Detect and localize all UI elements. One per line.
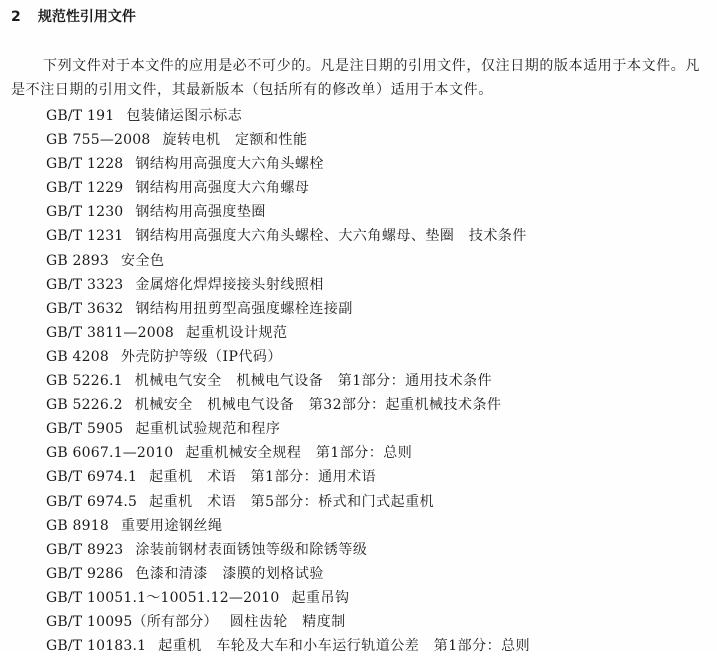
reference-item xyxy=(46,610,530,634)
reference-title: 钢结构用高强度大六角头螺栓、大六角螺母、垫圈 技术条件 xyxy=(135,228,527,245)
reference-code: GB 5226.2 xyxy=(46,397,123,414)
reference-title: 金属熔化焊焊接接头射线照相 xyxy=(135,276,324,293)
reference-code: GB/T 5905 xyxy=(46,421,124,438)
reference-code: GB 2893 xyxy=(46,252,109,269)
reference-item xyxy=(46,297,530,321)
reference-code: GB/T 3811—2008 xyxy=(46,324,175,341)
reference-code: GB/T 9286 xyxy=(46,565,124,582)
reference-item xyxy=(46,152,530,176)
reference-item xyxy=(46,417,530,441)
reference-item xyxy=(46,200,530,224)
reference-code: GB/T 10095（所有部分） xyxy=(46,613,218,630)
reference-title: 起重机 术语 第5部分：桥式和门式起重机 xyxy=(149,493,435,510)
reference-item xyxy=(46,538,530,562)
reference-item xyxy=(46,514,530,538)
reference-code: GB/T 8923 xyxy=(46,541,124,558)
reference-code: GB/T 1229 xyxy=(46,180,124,197)
reference-item xyxy=(46,249,530,273)
reference-code: GB/T 10183.1 xyxy=(46,638,147,655)
reference-title: 重要用途钢丝绳 xyxy=(120,517,223,534)
section-number: 2 xyxy=(11,9,21,25)
reference-code: GB/T 6974.5 xyxy=(46,493,138,510)
reference-code: GB/T 6974.1 xyxy=(46,469,138,486)
reference-item xyxy=(46,176,530,200)
reference-title: 机械安全 机械电气设备 第32部分：起重机械技术条件 xyxy=(134,397,502,414)
reference-item xyxy=(46,224,530,248)
reference-code: GB 8918 xyxy=(46,517,109,534)
reference-title: 机械电气安全 机械电气设备 第1部分：通用技术条件 xyxy=(134,373,493,390)
reference-title: 钢结构用高强度垫圈 xyxy=(135,204,266,221)
reference-title: 起重机 车轮及大车和小车运行轨道公差 第1部分：总则 xyxy=(158,638,531,655)
reference-title: 安全色 xyxy=(120,252,165,269)
reference-item xyxy=(46,369,530,393)
reference-title: 起重吊钩 xyxy=(291,589,350,606)
reference-item xyxy=(46,586,530,610)
reference-code: GB/T 10051.1～10051.12—2010 xyxy=(46,589,280,606)
reference-item xyxy=(46,441,530,465)
reference-code: GB 5226.1 xyxy=(46,373,123,390)
section-title: 规范性引用文件 xyxy=(37,9,136,25)
reference-code: GB/T 1230 xyxy=(46,204,124,221)
reference-title: 起重机试验规范和程序 xyxy=(135,421,281,438)
reference-title: 钢结构用高强度大六角螺母 xyxy=(135,180,310,197)
reference-title: 起重机 术语 第1部分：通用术语 xyxy=(149,469,377,486)
reference-item xyxy=(46,321,530,345)
reference-title: 起重机械安全规程 第1部分：总则 xyxy=(185,445,413,462)
reference-item xyxy=(46,465,530,489)
reference-item xyxy=(46,562,530,586)
reference-code: GB/T 3632 xyxy=(46,300,124,317)
reference-code: GB 6067.1—2010 xyxy=(46,445,174,462)
reference-item xyxy=(46,490,530,514)
reference-code: GB/T 3323 xyxy=(46,276,124,293)
reference-code: GB/T 1228 xyxy=(46,156,124,173)
reference-title: 圆柱齿轮 精度制 xyxy=(229,613,346,630)
intro-paragraph: 下列文件对于本文件的应用是必不可少的。凡是注日期的引用文件，仅注日期的版本适用于本文件。凡是不注日期的引用文件，其最新版本（包括所有的修改单）适用于本文件。 xyxy=(11,58,700,98)
section-heading xyxy=(11,7,136,27)
reference-title: 包装储运图示标志 xyxy=(126,108,243,124)
reference-code: GB/T 191 xyxy=(46,108,115,124)
reference-item xyxy=(46,345,530,369)
reference-item xyxy=(46,393,530,417)
reference-title: 色漆和清漆 漆膜的划格试验 xyxy=(135,565,324,582)
reference-title: 涂装前钢材表面锈蚀等级和除锈等级 xyxy=(135,541,368,558)
reference-code: GB/T 1231 xyxy=(46,228,124,245)
reference-title: 旋转电机 定额和性能 xyxy=(162,132,308,149)
reference-code: GB 4208 xyxy=(46,348,109,365)
reference-title: 外壳防护等级（IP代码） xyxy=(120,348,282,365)
reference-title: 钢结构用扭剪型高强度螺栓连接副 xyxy=(135,300,353,317)
reference-code: GB 755—2008 xyxy=(46,132,151,149)
reference-item xyxy=(46,634,530,658)
reference-item xyxy=(46,273,530,297)
reference-item xyxy=(46,104,530,128)
reference-item xyxy=(46,128,530,152)
reference-list xyxy=(46,104,530,658)
reference-title: 起重机设计规范 xyxy=(186,324,288,341)
reference-title: 钢结构用高强度大六角头螺栓 xyxy=(135,156,324,173)
